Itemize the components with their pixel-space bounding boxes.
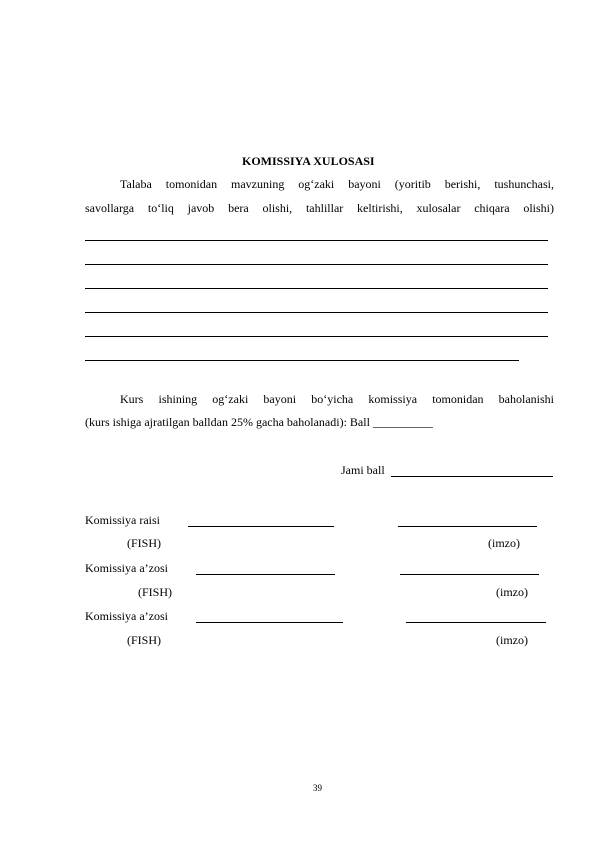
answer-line [85,264,548,265]
paragraph1-line2: savollarga to‘liq javob bera olishi, tahlillar keltirishi, xulosalar chiqara olishi) [85,201,554,215]
answer-line [85,360,519,361]
signature-role: Komissiya a’zosi [85,561,168,575]
paragraph2-line2: (kurs ishiga ajratilgan balldan 25% gacha baholanadi): Ball __________ [85,415,433,429]
paragraph2-line1: Kurs ishining og‘zaki bayoni bo‘yicha komissiya tomonidan baholanishi [120,392,554,406]
fish-line [196,622,343,623]
signature-role: Komissiya a’zosi [85,609,168,623]
signature-role: Komissiya raisi [85,513,160,527]
answer-line [85,288,548,289]
imzo-line [398,526,537,527]
fish-line [196,574,335,575]
imzo-label: (imzo) [496,585,528,599]
imzo-label: (imzo) [488,536,520,550]
fish-label: (FISH) [127,536,162,550]
answer-line [85,312,548,313]
answer-line [85,336,548,337]
answer-line [85,240,548,241]
imzo-line [400,574,539,575]
total-score-label: Jami ball [341,463,385,477]
page-number: 39 [313,783,322,793]
page-title: KOMISSIYA XULOSASI [242,154,375,168]
total-score-line [391,476,553,477]
fish-line [188,526,334,527]
imzo-label: (imzo) [496,633,528,647]
paragraph1-line1: Talaba tomonidan mavzuning og‘zaki bayoni (yoritib berishi, tushunchasi, [120,177,554,191]
imzo-line [406,622,546,623]
fish-label: (FISH) [127,633,162,647]
fish-label: (FISH) [138,585,173,599]
